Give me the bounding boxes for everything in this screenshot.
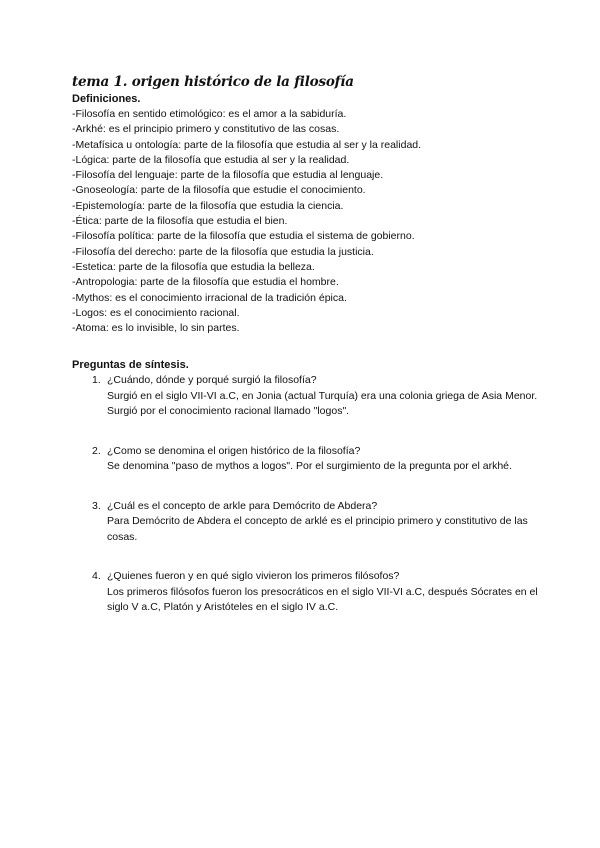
- question-number: 3.: [92, 499, 101, 512]
- definition-item: -Filosofía del derecho: parte de la filosofía que estudia la justicia.: [72, 245, 374, 258]
- page-title: tema 1. origen histórico de la filosofía: [72, 74, 354, 90]
- answer-text: Los primeros filósofos fueron los presocráticos en el siglo VII-VI a.C, después Sócrates en el siglo V a.C, Platón y Aristóteles en el siglo IV a.C.: [107, 585, 538, 614]
- definition-item: -Ética: parte de la filosofía que estudia el bien.: [72, 215, 288, 228]
- definition-item: -Filosofía del lenguaje: parte de la filosofía que estudia al lenguaje.: [72, 169, 384, 182]
- definition-item: -Epistemología: parte de la filosofía que estudia la ciencia.: [72, 199, 344, 212]
- question-text: ¿Cuándo, dónde y porqué surgió la filosofía?: [107, 374, 317, 387]
- definitions-list: [72, 107, 542, 336]
- answer-text: Se denomina "paso de mythos a logos". Por el surgimiento de la pregunta por el arkhé.: [107, 460, 512, 473]
- definition-item: -Gnoseología: parte de la filosofía que estudie el conocimiento.: [72, 184, 366, 197]
- question-item: [72, 373, 542, 420]
- section-spacer: [72, 336, 542, 358]
- question-number: 2.: [92, 444, 101, 457]
- questions-list: [72, 373, 542, 616]
- definitions-heading: Definiciones.: [72, 93, 141, 105]
- question-text: ¿Quienes fueron y en qué siglo vivieron los primeros filósofos?: [107, 570, 400, 583]
- definition-item: -Estetica: parte de la filosofía que estudia la belleza.: [72, 260, 315, 273]
- question-text: ¿Cuál es el concepto de arkle para Demócrito de Abdera?: [107, 499, 378, 512]
- answer-text: Surgió en el siglo VII-VI a.C, en Jonia (actual Turquía) era una colonia griega de Asia Menor. Surgió por el conocimiento racional llamado "logos".: [107, 389, 538, 418]
- question-item: [72, 444, 542, 475]
- definition-item: -Lógica: parte de la filosofía que estudia al ser y la realidad.: [72, 153, 350, 166]
- definition-item: -Logos: es el conocimiento racional.: [72, 306, 240, 319]
- question-text: ¿Como se denomina el origen histórico de la filosofía?: [107, 444, 361, 457]
- answer-text: Para Demócrito de Abdera el concepto de arklé es el principio primero y constitutivo de las cosas.: [107, 515, 528, 543]
- question-number: 4.: [92, 570, 101, 583]
- definition-item: -Metafísica u ontología: parte de la filosofía que estudia al ser y la realidad.: [72, 138, 422, 151]
- definition-item: -Arkhé: es el principio primero y constitutivo de las cosas.: [72, 123, 340, 136]
- question-number: 1.: [92, 374, 101, 387]
- definition-item: -Filosofía en sentido etimológico: es el amor a la sabiduría.: [72, 108, 347, 120]
- definition-item: -Filosofía política: parte de la filosofía que estudia el sistema de gobierno.: [72, 230, 415, 243]
- question-item: [72, 569, 542, 616]
- question-item: [72, 499, 542, 546]
- questions-heading: Preguntas de síntesis.: [72, 359, 189, 372]
- definition-item: -Mythos: es el conocimiento irracional de la tradición épica.: [72, 291, 347, 304]
- definition-item: -Antropologia: parte de la filosofía que estudia el hombre.: [72, 276, 339, 289]
- document-page: [72, 74, 542, 640]
- definition-item: -Atoma: es lo invisible, lo sin partes.: [72, 322, 240, 335]
